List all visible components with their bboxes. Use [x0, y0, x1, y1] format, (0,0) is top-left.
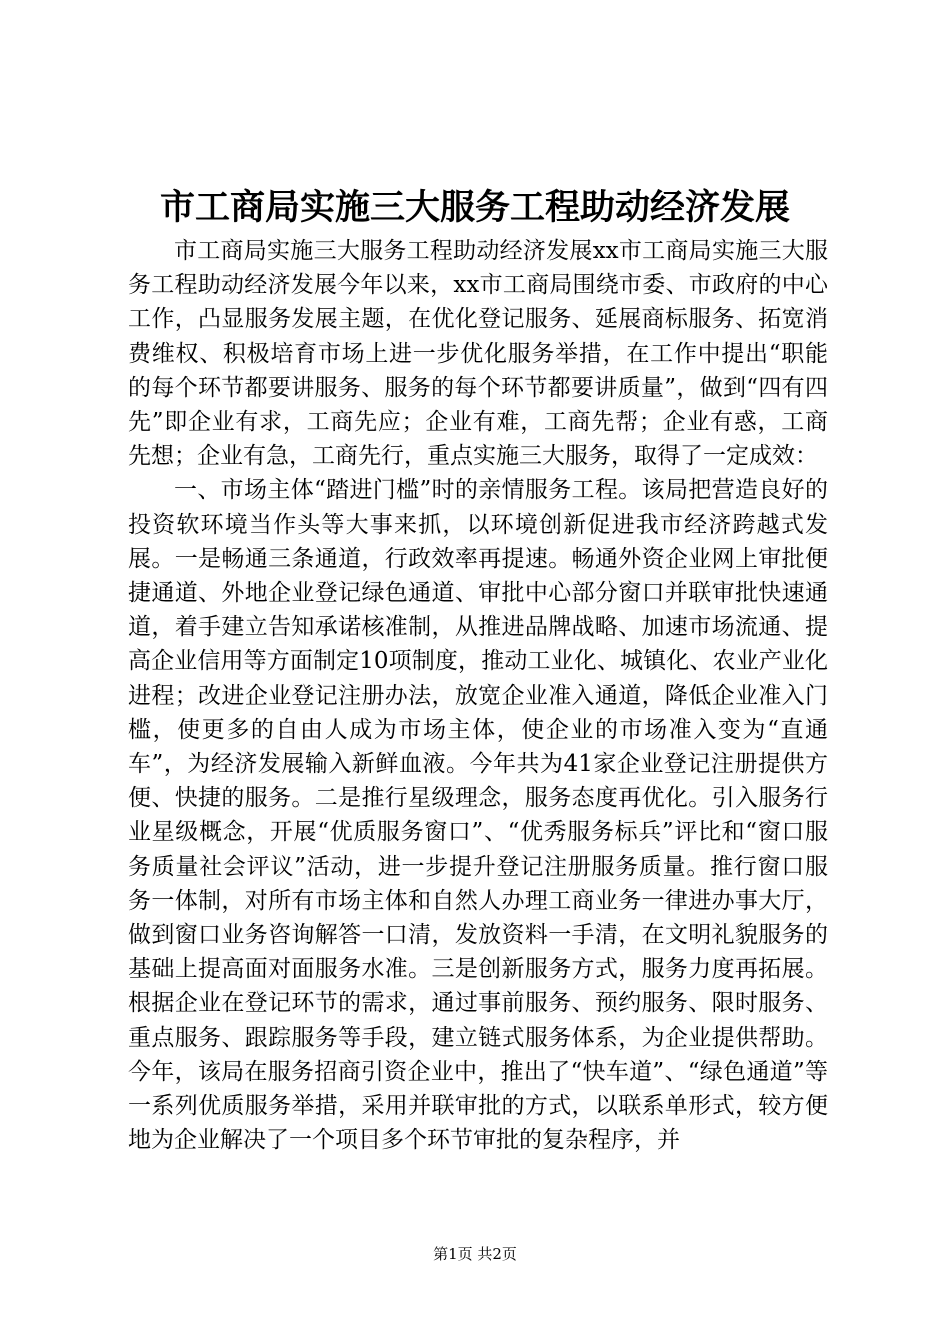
paragraph-intro: 市工商局实施三大服务工程助动经济发展xx市工商局实施三大服务工程助动经济发展今年以来，xx市工商局围绕市委、市政府的中心工作，凸显服务发展主题，在优化登记服务、延展商标服务、拓宽消费维权、积极培育市场上进一步优化服务举措，在工作中提出“职能的每个环节都要讲服务、服务的每个环节都要讲质量”，做到“四有四先”即企业有求，工商先应；企业有难，工商先帮；企业有惑，工商先想；企业有急，工商先行，重点实施三大服务，取得了一定成效： [128, 238, 828, 470]
paragraph-section-one: 一、市场主体“踏进门槛”时的亲情服务工程。该局把营造良好的投资软环境当作头等大事来抓，以环境创新促进我市经济跨越式发展。一是畅通三条通道，行政效率再提速。畅通外资企业网上审批便捷通道、外地企业登记绿色通道、审批中心部分窗口并联审批快速通道，着手建立告知承诺核准制，从推进品牌战略、加速市场流通、提高企业信用等方面制定10项制度，推动工业化、城镇化、农业产业化进程；改进企业登记注册办法，放宽企业准入通道，降低企业准入门槛，使更多的自由人成为市场主体，使企业的市场准入变为“直通车”，为经济发展输入新鲜血液。今年共为41家企业登记注册提供方便、快捷的服务。二是推行星级理念，服务态度再优化。引入服务行业星级概念，开展“优质服务窗口”、“优秀服务标兵”评比和“窗口服务质量社会评议”活动，进一步提升登记注册服务质量。推行窗口服务一体制，对所有市场主体和自然人办理工商业务一律进办事大厅，做到窗口业务咨询解答一口清，发放资料一手清，在文明礼貌服务的基础上提高面对面服务水准。三是创新服务方式，服务力度再拓展。根据企业在登记环节的需求，通过事前服务、预约服务、限时服务、重点服务、跟踪服务等手段，建立链式服务体系，为企业提供帮助。今年，该局在服务招商引资企业中，推出了“快车道”、“绿色通道”等一系列优质服务举措，采用并联审批的方式，以联系单形式，较方便地为企业解决了一个项目多个环节审批的复杂程序，并 [128, 477, 828, 1154]
document-body [128, 234, 828, 1157]
page-number-footer: 第1页 共2页 [433, 1245, 517, 1263]
document-title: 市工商局实施三大服务工程助动经济发展 [159, 187, 790, 228]
